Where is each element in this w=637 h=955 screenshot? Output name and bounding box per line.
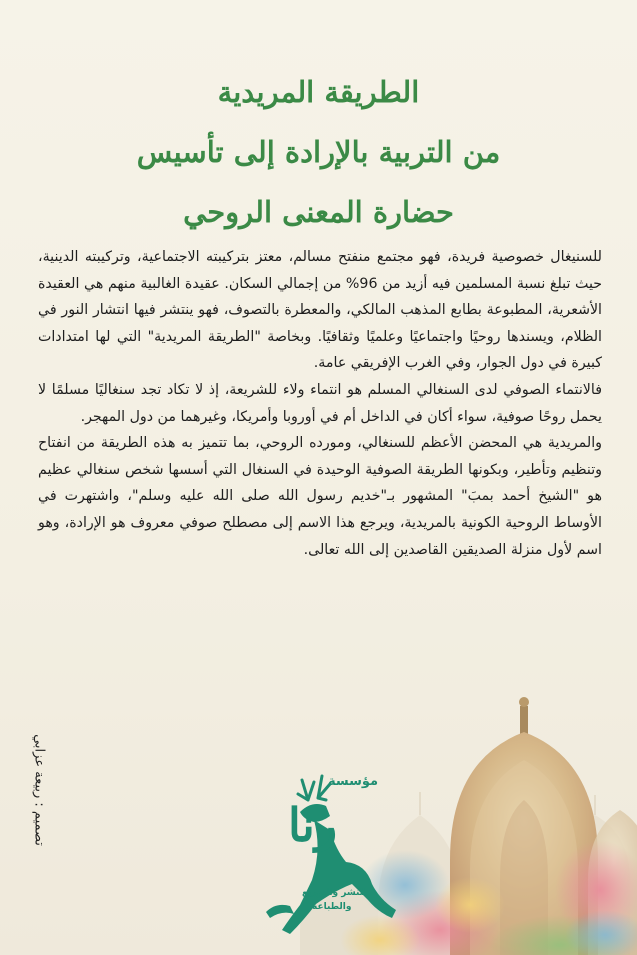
title-block xyxy=(60,62,577,242)
blurb-paragraph: للسنيغال خصوصية فريدة، فهو مجتمع منفتح مسالم، معتز بتركيبته الاجتماعية، وتركيبته الدينية، حيث تبلغ نسبة المسلمين فيه أزيد من 96% من إجمالي السكان. عقيدة الغالبية منهم هي العقيدة الأشعرية، المطبوعة بطابع المذهب المالكي، والمعطرة بالتصوف، فهو ينتشر فيها انتشار النور في الظلام، ويسندها روحيًا واجتماعيًا وعلميًا وثقافيًا. وبخاصة "الطريقة المريدية" التي لها امتدادات كبيرة في دول الجوار، وفي الغرب الإفريقي عامة. xyxy=(38,249,602,372)
designer-credit-text: تصميم : ربيعة عزابي xyxy=(31,734,47,846)
book-title: الطريقة المريدية xyxy=(217,75,420,109)
publisher-tagline: للنشر والتوزيع xyxy=(302,888,367,898)
publisher-label: مؤسسة xyxy=(328,774,379,789)
publisher-name: رنا xyxy=(288,798,338,852)
book-subtitle-line1: من التربية بالإرادة إلى تأسيس xyxy=(136,135,501,169)
book-subtitle-line2: حضارة المعنى الروحي xyxy=(183,195,454,229)
blurb-paragraph: والمريدية هي المحضن الأعظم للسنغالي، ومورده الروحي، بما تتميز به هذه الطريقة من انفتاح وتنظيم وتأطير، وبكونها الطريقة الصوفية الوحيدة في السنغال التي أسسها شخص سنغالي عظيم هو "الشيخ أحمد بمبَ" المشهور بـ"خديم رسول الله صلى الله عليه وسلم"، واشتهرت في الأوساط الروحية الكونية بالمريدية، ويرجع هذا الاسم إلى مصطلح صوفي معروف هو الإرادة، وهو اسم لأول منزلة الصديقين القاصدين إلى الله تعالى. xyxy=(38,435,602,558)
blurb-paragraph: فالانتماء الصوفي لدى السنغالي المسلم هو انتماء ولاء للشريعة، إذ لا تكاد تجد سنغاليًا مسلمًا لا يحمل روحًا صوفية، سواء أكان في الداخل أم في أوروبا وأمريكا، وغيرهما من دول المهجر. xyxy=(38,381,602,425)
blurb-text xyxy=(38,244,602,563)
publisher-tagline: والطباعة xyxy=(312,902,352,912)
publisher-logo xyxy=(268,770,398,940)
designer-credit xyxy=(14,700,64,880)
